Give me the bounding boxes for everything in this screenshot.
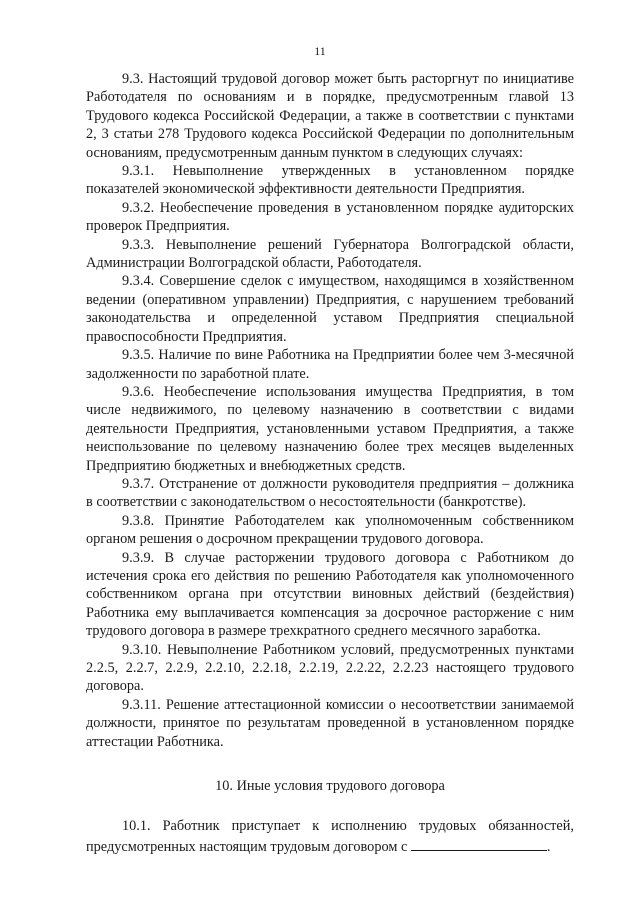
paragraph-9-3-1: 9.3.1. Невыполнение утвержденных в установленном порядке показателей экономической эффективности деятельности Предприятия. [86, 163, 574, 198]
page-number: 11 [314, 44, 326, 58]
paragraph-9-3-6: 9.3.6. Необеспечение использования имущества Предприятия, в том числе недвижимого, по целевому назначению в соответствии с видами деятельности Предприятия, установленными уставом Предприятия, а также неиспользование по целевому назначению более трех месяцев выделенных Предприятию бюджетных и внебюджетных средств. [86, 383, 574, 474]
section-heading: 10. Иные условия трудового договора [215, 778, 445, 795]
paragraph-9-3-4: 9.3.4. Совершение сделок с имуществом, находящимся в хозяйственном ведении (оперативном управлении) Предприятия, с нарушением требований законодательства и определенной уставом Предприятия специальной правоспособности Предприятия. [86, 273, 574, 345]
paragraph-9-3: 9.3. Настоящий трудовой договор может быть расторгнут по инициативе Работодателя по основаниям и в порядке, предусмотренным главой 13 Трудового кодекса Российской Федерации, а также в соответствии с пунктами 2, 3 статьи 278 Трудового кодекса Российской Федерации по дополнительным основаниям, предусмотренным данным пунктом в следующих случаях: [86, 71, 574, 161]
paragraph-9-3-2: 9.3.2. Необеспечение проведения в установленном порядке аудиторских проверок Предприятия. [86, 199, 574, 235]
paragraph-10-1-text: 10.1. Работник приступает к исполнению трудовых обязанностей, предусмотренных настоящим трудовым договором с [86, 818, 574, 855]
start-date-blank [411, 836, 547, 851]
paragraph-10-1 [86, 817, 574, 856]
document-body [86, 70, 574, 856]
paragraph-9-3-8: 9.3.8. Принятие Работодателем как уполномоченным собственником органом решения о досрочном прекращении трудового договора. [86, 512, 574, 548]
paragraph-9-3-10: 9.3.10. Невыполнение Работником условий, предусмотренных пунктами 2.2.5, 2.2.7, 2.2.9, 2.2.10, 2.2.18, 2.2.19, 2.2.22, 2.2.23 настоящего трудового договора. [86, 641, 574, 695]
paragraph-9-3-7: 9.3.7. Отстранение от должности руководителя предприятия – должника в соответствии с законодательством о несостоятельности (банкротстве). [86, 475, 574, 511]
paragraph-9-3-9: 9.3.9. В случае расторжении трудового договора с Работником до истечения срока его действия по решению Работодателя как уполномоченного собственником органа при отсутствии виновных действий (бездействия) Работника ему выплачивается компенсация за досрочное расторжение с ним трудового договора в размере трехкратного среднего месячного заработка. [86, 549, 574, 640]
paragraph-10-1-suffix: . [546, 838, 551, 855]
paragraph-9-3-3: 9.3.3. Невыполнение решений Губернатора Волгоградской области, Администрации Волгоградской области, Работодателя. [86, 236, 574, 272]
paragraph-9-3-11: 9.3.11. Решение аттестационной комиссии о несоответствии занимаемой должности, принятое по результатам проведенной в установленном порядке аттестации Работника. [86, 696, 574, 750]
paragraph-9-3-5: 9.3.5. Наличие по вине Работника на Предприятии более чем 3-месячной задолженности по заработной плате. [86, 347, 574, 382]
